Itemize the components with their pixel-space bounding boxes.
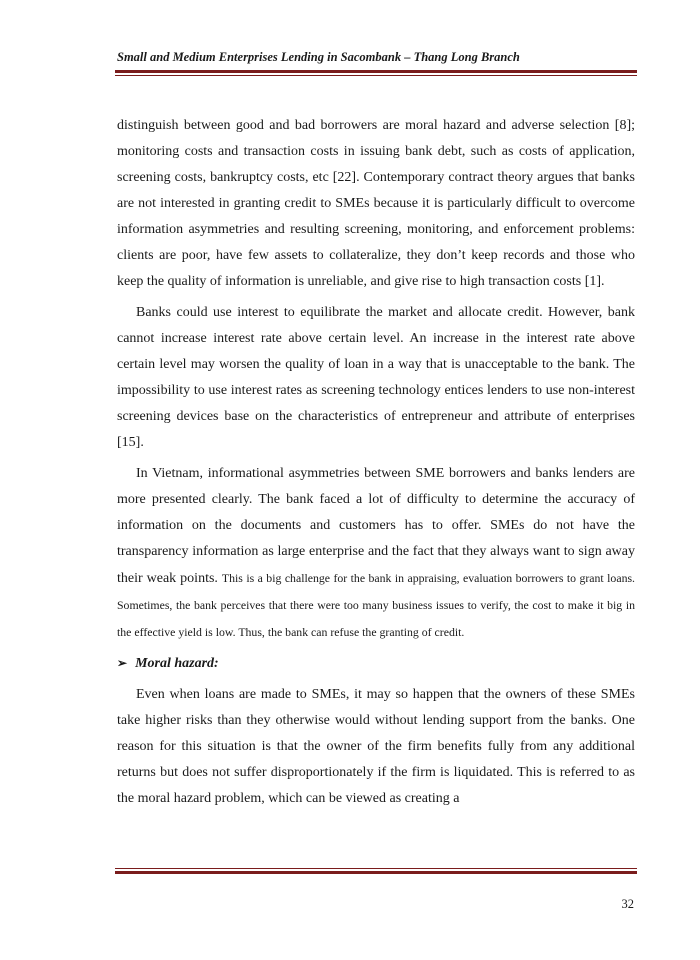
paragraph-vietnam-small-text: This is a big challenge for the bank in appraising, evaluation borrowers to grant loans. Sometimes, the bank perceives that there were too many business issues to verify, the cost to make it big in the effective yield is low. Thus, the bank can refuse the granting of credit.	[117, 571, 636, 639]
page-body	[117, 113, 635, 812]
page-number: 32	[621, 897, 634, 911]
running-header-title: Small and Medium Enterprises Lending in Sacombank – Thang Long Branch	[117, 50, 520, 64]
paragraph-moral-hazard: Even when loans are made to SMEs, it may so happen that the owners of these SMEs take higher risks than they otherwise would without lending support from the banks. One reason for this situation is that the owner of the firm benefits fully from any additional returns but does not suffer disproportionately if the firm is liquidated. This is referred to as the moral hazard problem, which can be viewed as creating a	[117, 687, 635, 806]
section-heading-text: Moral hazard:	[135, 656, 219, 671]
paragraph-continuation: distinguish between good and bad borrowers are moral hazard and adverse selection [8]; monitoring costs and transaction costs in issuing bank debt, such as costs of application, screening costs, bankruptcy costs, etc [22]. Contemporary contract theory argues that banks are not interested in granting credit to SMEs because it is particularly difficult to overcome information asymmetries and resulting screening, monitoring, and enforcement problems: clients are poor, have few assets to collateralize, they don’t keep records and those who keep the quality of information is unreliable, and give rise to high transaction costs [1].	[117, 118, 635, 289]
paragraph-interest-rates: Banks could use interest to equilibrate the market and allocate credit. However, bank cannot increase interest rate above certain level. An increase in the interest rate above certain level may worsen the quality of loan in a way that is unacceptable to the bank. The impossibility to use interest rates as screening technology entices lenders to use non-interest screening devices base on the characteristics of entrepreneur and attribute of enterprises [15].	[117, 305, 635, 450]
section-heading-moral-hazard	[117, 650, 635, 677]
paragraph-vietnam-main: In Vietnam, informational asymmetries between SME borrowers and banks lenders are more presented clearly. The bank faced a lot of difficulty to determine the accuracy of information on the documents and customers has to offer. SMEs do not have the transparency information as large enterprise and the fact that they always want to sign away their weak points.	[117, 466, 635, 586]
paragraph-vietnam	[117, 461, 635, 646]
footer-rule	[115, 868, 637, 874]
header-rule	[115, 70, 637, 76]
arrow-bullet-icon: ➢	[117, 656, 128, 670]
